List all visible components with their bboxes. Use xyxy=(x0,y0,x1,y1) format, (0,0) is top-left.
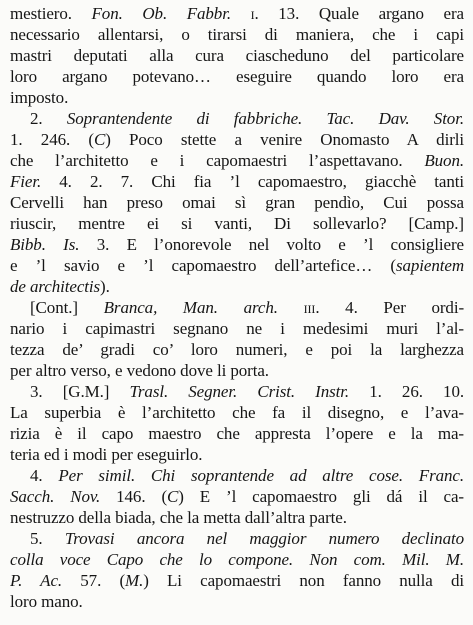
paragraph-start-line xyxy=(30,297,464,319)
text-segment xyxy=(231,4,251,23)
paragraph-start-line xyxy=(30,528,464,550)
text-line xyxy=(10,234,464,256)
text-segment: . 4. Per ordi- xyxy=(315,298,464,317)
italic-citation: Fon. Ob. Fabbr. xyxy=(91,4,231,23)
text-segment: rizia è il capo maestro che appresta l’opere e la ma- xyxy=(10,424,464,443)
italic-citation: Branca, Man. arch. xyxy=(103,298,278,317)
text-segment: ) Poco stette a venire Onomasto A dirli xyxy=(105,130,464,149)
text-segment: teria ed i modi per eseguirlo. xyxy=(10,445,203,464)
text-segment: loro argano potevano… eseguire quando loro era xyxy=(10,67,464,86)
italic-citation: Trovasi ancora nel maggior numero declinato xyxy=(64,529,464,548)
text-segment: tezza de’ gradi co’ loro numeri, e poi la larghezza xyxy=(10,340,464,359)
text-line xyxy=(10,444,464,466)
text-segment: 146. ( xyxy=(100,487,167,506)
text-line xyxy=(10,591,464,613)
text-segment: riuscir, mentre ei si vanti, Di sollevarlo? [Camp.] xyxy=(10,214,464,233)
italic-citation: Buon. xyxy=(424,151,464,170)
text-line xyxy=(10,360,464,382)
text-line xyxy=(10,45,464,67)
roman-numeral: iii xyxy=(303,298,316,317)
italic-citation: sapientem xyxy=(395,256,464,275)
text-segment: 4. 2. 7. Chi fia ’l capomaestro, giacchè tanti xyxy=(41,172,464,191)
text-line xyxy=(10,150,464,172)
text-segment: 3. [G.M.] xyxy=(30,382,130,401)
text-line xyxy=(10,507,464,529)
text-segment: 3. E l’onorevole nel volto e ’l consigliere xyxy=(79,235,464,254)
text-line xyxy=(10,402,464,424)
text-line xyxy=(10,423,464,445)
text-line xyxy=(10,570,464,592)
text-line xyxy=(10,87,464,109)
paragraph-start-line xyxy=(30,465,464,487)
text-segment: [Cont.] xyxy=(30,298,104,317)
italic-citation: C xyxy=(167,487,179,506)
roman-numeral: i xyxy=(250,4,255,23)
text-line xyxy=(10,486,464,508)
italic-citation: Bibb. Is. xyxy=(10,235,80,254)
text-segment: La superbia è l’architetto che fa il disegno, e l’ava- xyxy=(10,403,464,422)
text-segment: 4. xyxy=(30,466,59,485)
text-segment: ). xyxy=(100,277,110,296)
text-segment: e ’l savio e ’l capomaestro dell’artefice… ( xyxy=(10,256,396,275)
text-segment: ) Li capomaestri non fanno nulla di xyxy=(143,571,464,590)
text-segment: nario i capimastri segnano ne i medesimi muri l’al- xyxy=(10,319,464,338)
text-segment: 1. 26. 10. xyxy=(349,382,464,401)
text-line xyxy=(10,213,464,235)
text-segment xyxy=(278,298,304,317)
italic-citation: C xyxy=(93,130,106,149)
text-line xyxy=(10,129,464,151)
text-segment: mastri deputati alla cura ciascheduno del particolare xyxy=(10,46,464,65)
text-segment: 5. xyxy=(30,529,65,548)
text-line xyxy=(10,3,464,25)
text-line xyxy=(10,549,464,571)
italic-citation: Trasl. Segner. Crist. Instr. xyxy=(129,382,350,401)
text-segment: 1. 246. ( xyxy=(10,130,94,149)
italic-citation: Per simil. Chi soprantende ad altre cose. Franc. xyxy=(58,466,464,485)
text-line xyxy=(10,276,464,298)
italic-citation: de architectis xyxy=(10,277,101,296)
italic-citation: colla voce Capo che lo compone. Non com. Mil. M. xyxy=(10,550,464,569)
text-segment: imposto. xyxy=(10,88,69,107)
italic-citation: M. xyxy=(125,571,144,590)
italic-citation: Fier. xyxy=(10,172,42,191)
text-segment: mestiero. xyxy=(10,4,92,23)
italic-citation: Sacch. Nov. xyxy=(10,487,101,506)
text-line xyxy=(10,66,464,88)
text-segment: nestruzzo della biada, che la metta dall’altra parte. xyxy=(10,508,347,527)
text-segment: ) E ’l capomaestro gli dá il ca- xyxy=(178,487,464,506)
text-line xyxy=(10,171,464,193)
text-segment: 57. ( xyxy=(62,571,126,590)
text-segment: loro mano. xyxy=(10,592,83,611)
text-line xyxy=(10,255,464,277)
text-segment: 2. xyxy=(30,109,67,128)
text-segment: . 13. Quale argano era xyxy=(254,4,464,23)
text-line xyxy=(10,318,464,340)
text-segment: necessario allentarsi, o tirarsi di maniera, che i capi xyxy=(10,25,464,44)
italic-citation: Soprantendente di fabbriche. Tac. Dav. Stor. xyxy=(66,109,464,128)
text-line xyxy=(10,339,464,361)
text-segment: Cervelli han preso omai sì gran pendìo, Cui possa xyxy=(10,193,464,212)
paragraph-start-line xyxy=(30,381,464,403)
text-segment: per altro verso, e vedono dove li porta. xyxy=(10,361,269,380)
text-line xyxy=(10,192,464,214)
text-line xyxy=(10,24,464,46)
paragraph-start-line xyxy=(30,108,464,130)
text-segment: che l’architetto e i capomaestri l’aspettavano. xyxy=(10,151,425,170)
italic-citation: P. Ac. xyxy=(10,571,63,590)
